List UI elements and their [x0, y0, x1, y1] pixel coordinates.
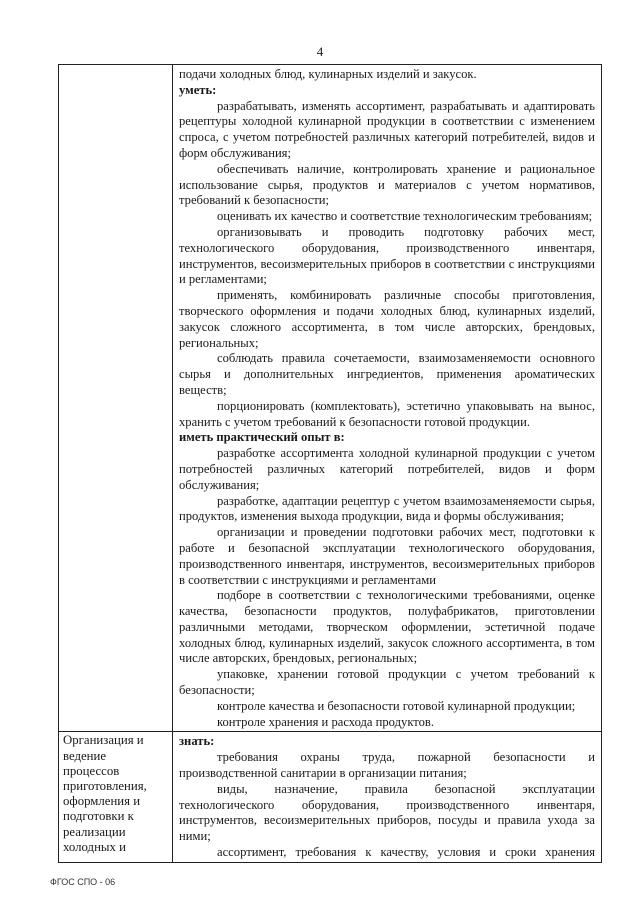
skill-item: соблюдать правила сочетаемости, взаимозаменяемости основного сырья и дополнительных ингредиентов, применения ароматических веществ;: [179, 351, 595, 397]
knowledge-cell: [173, 732, 602, 862]
activity-title-line: подготовки к: [63, 809, 134, 824]
experience-item: подборе в соответствии с технологическими требованиями, оценке качества, безопасности продуктов, полуфабрикатов, приготовлении различными методами, творческом оформлении, эстетичной подаче холодных блюд, кулинарных изделий, закусок сложного ассортимента, в том числе авторских, брендовых, региональных;: [179, 588, 595, 666]
intro-text: подачи холодных блюд, кулинарных изделий и закусок.: [179, 67, 477, 81]
activity-title-line: процессов: [63, 763, 120, 778]
knowledge-item: виды, назначение, правила безопасной эксплуатации технологического оборудования, производственного инвентаря, инструментов, весоизмерительных приборов, посуды и правила ухода за ними;: [179, 781, 595, 844]
skill-item: применять, комбинировать различные способы приготовления, творческого оформления и подачи холодных блюд, кулинарных изделий, закусок сложного ассортимента, в том числе авторских, брендовых, региональных;: [179, 288, 595, 350]
activity-cell-empty: [59, 65, 173, 732]
experience-item: контроле качества и безопасности готовой кулинарной продукции;: [217, 698, 576, 713]
activity-title-line: ведение: [63, 748, 107, 763]
skills-heading: уметь:: [179, 82, 217, 97]
activity-title-line: реализации: [63, 824, 126, 839]
experience-item: организации и проведении подготовки рабочих мест, подготовки к работе и безопасной эксплуатации технологического оборудования, производственного инвентаря, инструментов, весоизмерительных приборов в соответствии с инструкциями и регламентами: [179, 525, 595, 587]
activity-title-line: оформления и: [63, 794, 141, 809]
requirements-content: [173, 65, 601, 731]
table-row: [59, 732, 602, 862]
experience-item: контроле хранения и расхода продуктов.: [217, 714, 435, 729]
activity-title-line: холодных и: [63, 839, 126, 854]
page-number: 4: [316, 44, 324, 59]
competency-table: [58, 64, 602, 863]
knowledge-item: требования охраны труда, пожарной безопасности и производственной санитарии в организации питания;: [179, 750, 595, 781]
skill-item: порционировать (комплектовать), эстетично упаковывать на вынос, хранить с учетом требований к безопасности готовой продукции.: [179, 398, 595, 429]
knowledge-content: [173, 732, 601, 861]
experience-heading: иметь практический опыт в:: [179, 430, 345, 445]
experience-item: упаковке, хранении готовой продукции с учетом требований к безопасности;: [179, 667, 595, 698]
experience-item: разработке, адаптации рецептур с учетом взаимозаменяемости сырья, продуктов, изменения выхода продукции, вида и формы обслуживания;: [179, 493, 595, 524]
table-row: [59, 65, 602, 732]
experience-item: разработке ассортимента холодной кулинарной продукции с учетом потребностей различных категорий потребителей, видов и форм обслуживания;: [179, 446, 595, 492]
activity-title-line: приготовления,: [63, 779, 147, 794]
footer-code: ФГОС СПО - 06: [50, 877, 116, 887]
knowledge-item: ассортимент, требования к качеству, условия и сроки хранения: [217, 845, 595, 860]
activity-title-line: Организация и: [63, 733, 144, 748]
skill-item: разрабатывать, изменять ассортимент, разрабатывать и адаптировать рецептуры холодной кулинарной продукции в соответствии с изменением спроса, с учетом потребностей различных категорий потребителей, видов и форм обслуживания;: [179, 98, 595, 160]
skill-item: обеспечивать наличие, контролировать хранение и рациональное использование сырья, продуктов и материалов с учетом нормативов, требований к безопасности;: [179, 161, 595, 208]
activity-title: [59, 732, 172, 856]
knowledge-heading: знать:: [179, 734, 215, 749]
requirements-cell: [173, 65, 602, 732]
skill-item: организовывать и проводить подготовку рабочих мест, технологического оборудования, производственного инвентаря, инструментов, весоизмерительных приборов в соответствии с инструкциями и регламентами;: [179, 224, 595, 287]
activity-cell: [59, 732, 173, 862]
skill-item: оценивать их качество и соответствие технологическим требованиям;: [217, 209, 593, 224]
